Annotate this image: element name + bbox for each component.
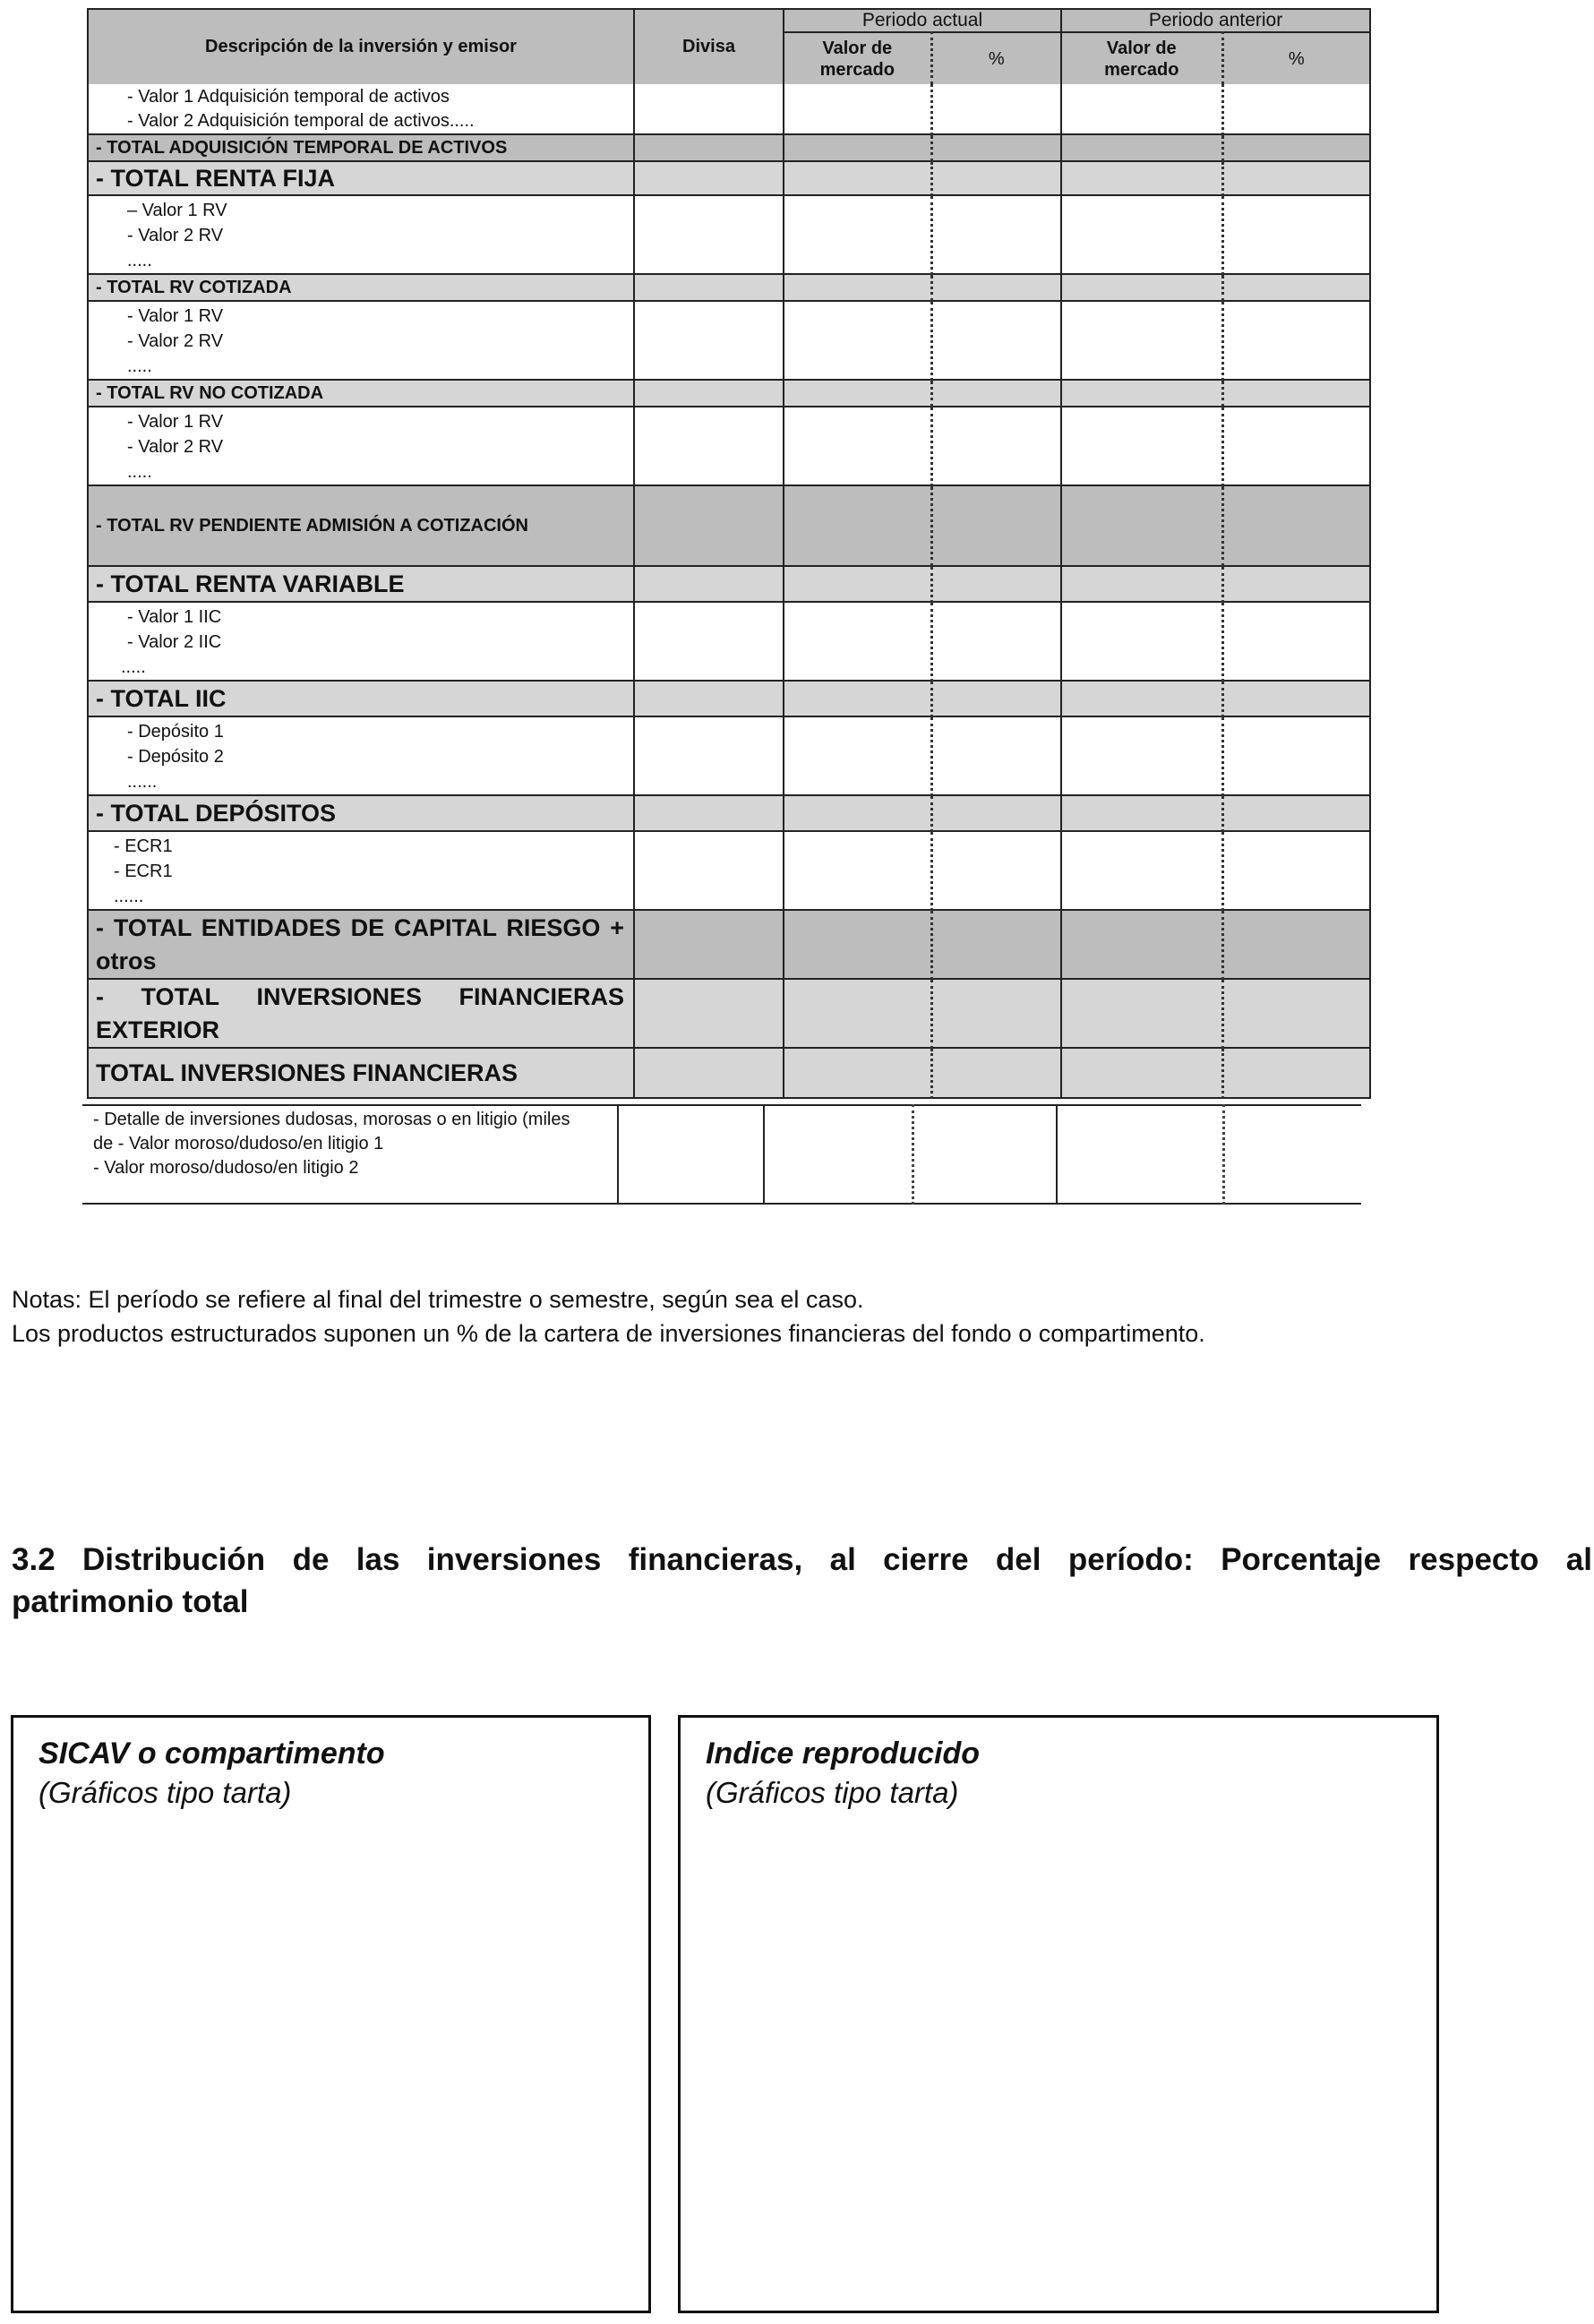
note-line: Los productos estructurados suponen un % de la cartera de inversiones financieras del fondo o compartimento. [12, 1320, 1205, 1347]
header-previous-market-value: Valor de mercado [1061, 32, 1222, 84]
chart-subtitle: (Gráficos tipo tarta) [706, 1776, 959, 1809]
header-currency: Divisa [634, 9, 784, 84]
list-item: - Valor 1 Adquisición temporal de activos - Valor 2 Adquisición temporal de activos..... [88, 84, 634, 134]
total-row-label: - TOTAL RV NO COTIZADA [88, 380, 634, 407]
sicav-pie-chart-box [11, 1715, 651, 2313]
total-row-label: - TOTAL RV PENDIENTE ADMISIÓN A COTIZACIÓN [88, 485, 634, 566]
total-inversiones-exterior: - TOTAL INVERSIONES FINANCIERAS EXTERIOR [88, 979, 634, 1048]
header-current-period: Periodo actual [784, 9, 1061, 32]
list-item: - Depósito 1 - Depósito 2 ...... [88, 716, 634, 795]
header-previous-percent: % [1222, 32, 1370, 84]
header-description: Descripción de la inversión y emisor [88, 9, 634, 84]
notes [12, 1282, 1205, 1351]
doubtful-investments-table [82, 1104, 1361, 1205]
section-title: 3.2 Distribución de las inversiones financieras, al cierre del período: Porcentaje respecto al patrimonio total [12, 1542, 1592, 1619]
total-renta-fija: - TOTAL RENTA FIJA [88, 161, 634, 195]
total-capital-riesgo: - TOTAL ENTIDADES DE CAPITAL RIESGO + otros [88, 910, 634, 979]
list-item: - ECR1 - ECR1 ...... [88, 831, 634, 910]
doubtful-description: - Detalle de inversiones dudosas, morosas o en litigio (miles de - Valor moroso/dudoso/en litigio 1 - Valor moroso/dudoso/en litigio 2 [82, 1105, 618, 1204]
index-pie-chart-box [678, 1715, 1439, 2313]
header-current-market-value: Valor de mercado [784, 32, 931, 84]
header-current-percent: % [931, 32, 1061, 84]
list-item: – Valor 1 RV - Valor 2 RV ..... [88, 195, 634, 274]
total-iic: - TOTAL IIC [88, 681, 634, 716]
total-depositos: - TOTAL DEPÓSITOS [88, 795, 634, 831]
chart-subtitle: (Gráficos tipo tarta) [39, 1776, 292, 1809]
list-item: - Valor 1 IIC - Valor 2 IIC ..... [88, 602, 634, 681]
total-row-label: - TOTAL RV COTIZADA [88, 274, 634, 301]
total-row-label: - TOTAL ADQUISICIÓN TEMPORAL DE ACTIVOS [88, 134, 634, 161]
total-inversiones-financieras: TOTAL INVERSIONES FINANCIERAS [88, 1048, 634, 1098]
investment-portfolio-table [87, 8, 1371, 1099]
header-previous-period: Periodo anterior [1061, 9, 1370, 32]
list-item: - Valor 1 RV - Valor 2 RV ..... [88, 301, 634, 380]
list-item: - Valor 1 RV - Valor 2 RV ..... [88, 407, 634, 485]
chart-title: SICAV o compartimento [39, 1737, 385, 1771]
total-renta-variable: - TOTAL RENTA VARIABLE [88, 566, 634, 602]
chart-title: Indice reproducido [706, 1737, 981, 1771]
note-line: Notas: El período se refiere al final del trimestre o semestre, según sea el caso. [12, 1286, 864, 1313]
